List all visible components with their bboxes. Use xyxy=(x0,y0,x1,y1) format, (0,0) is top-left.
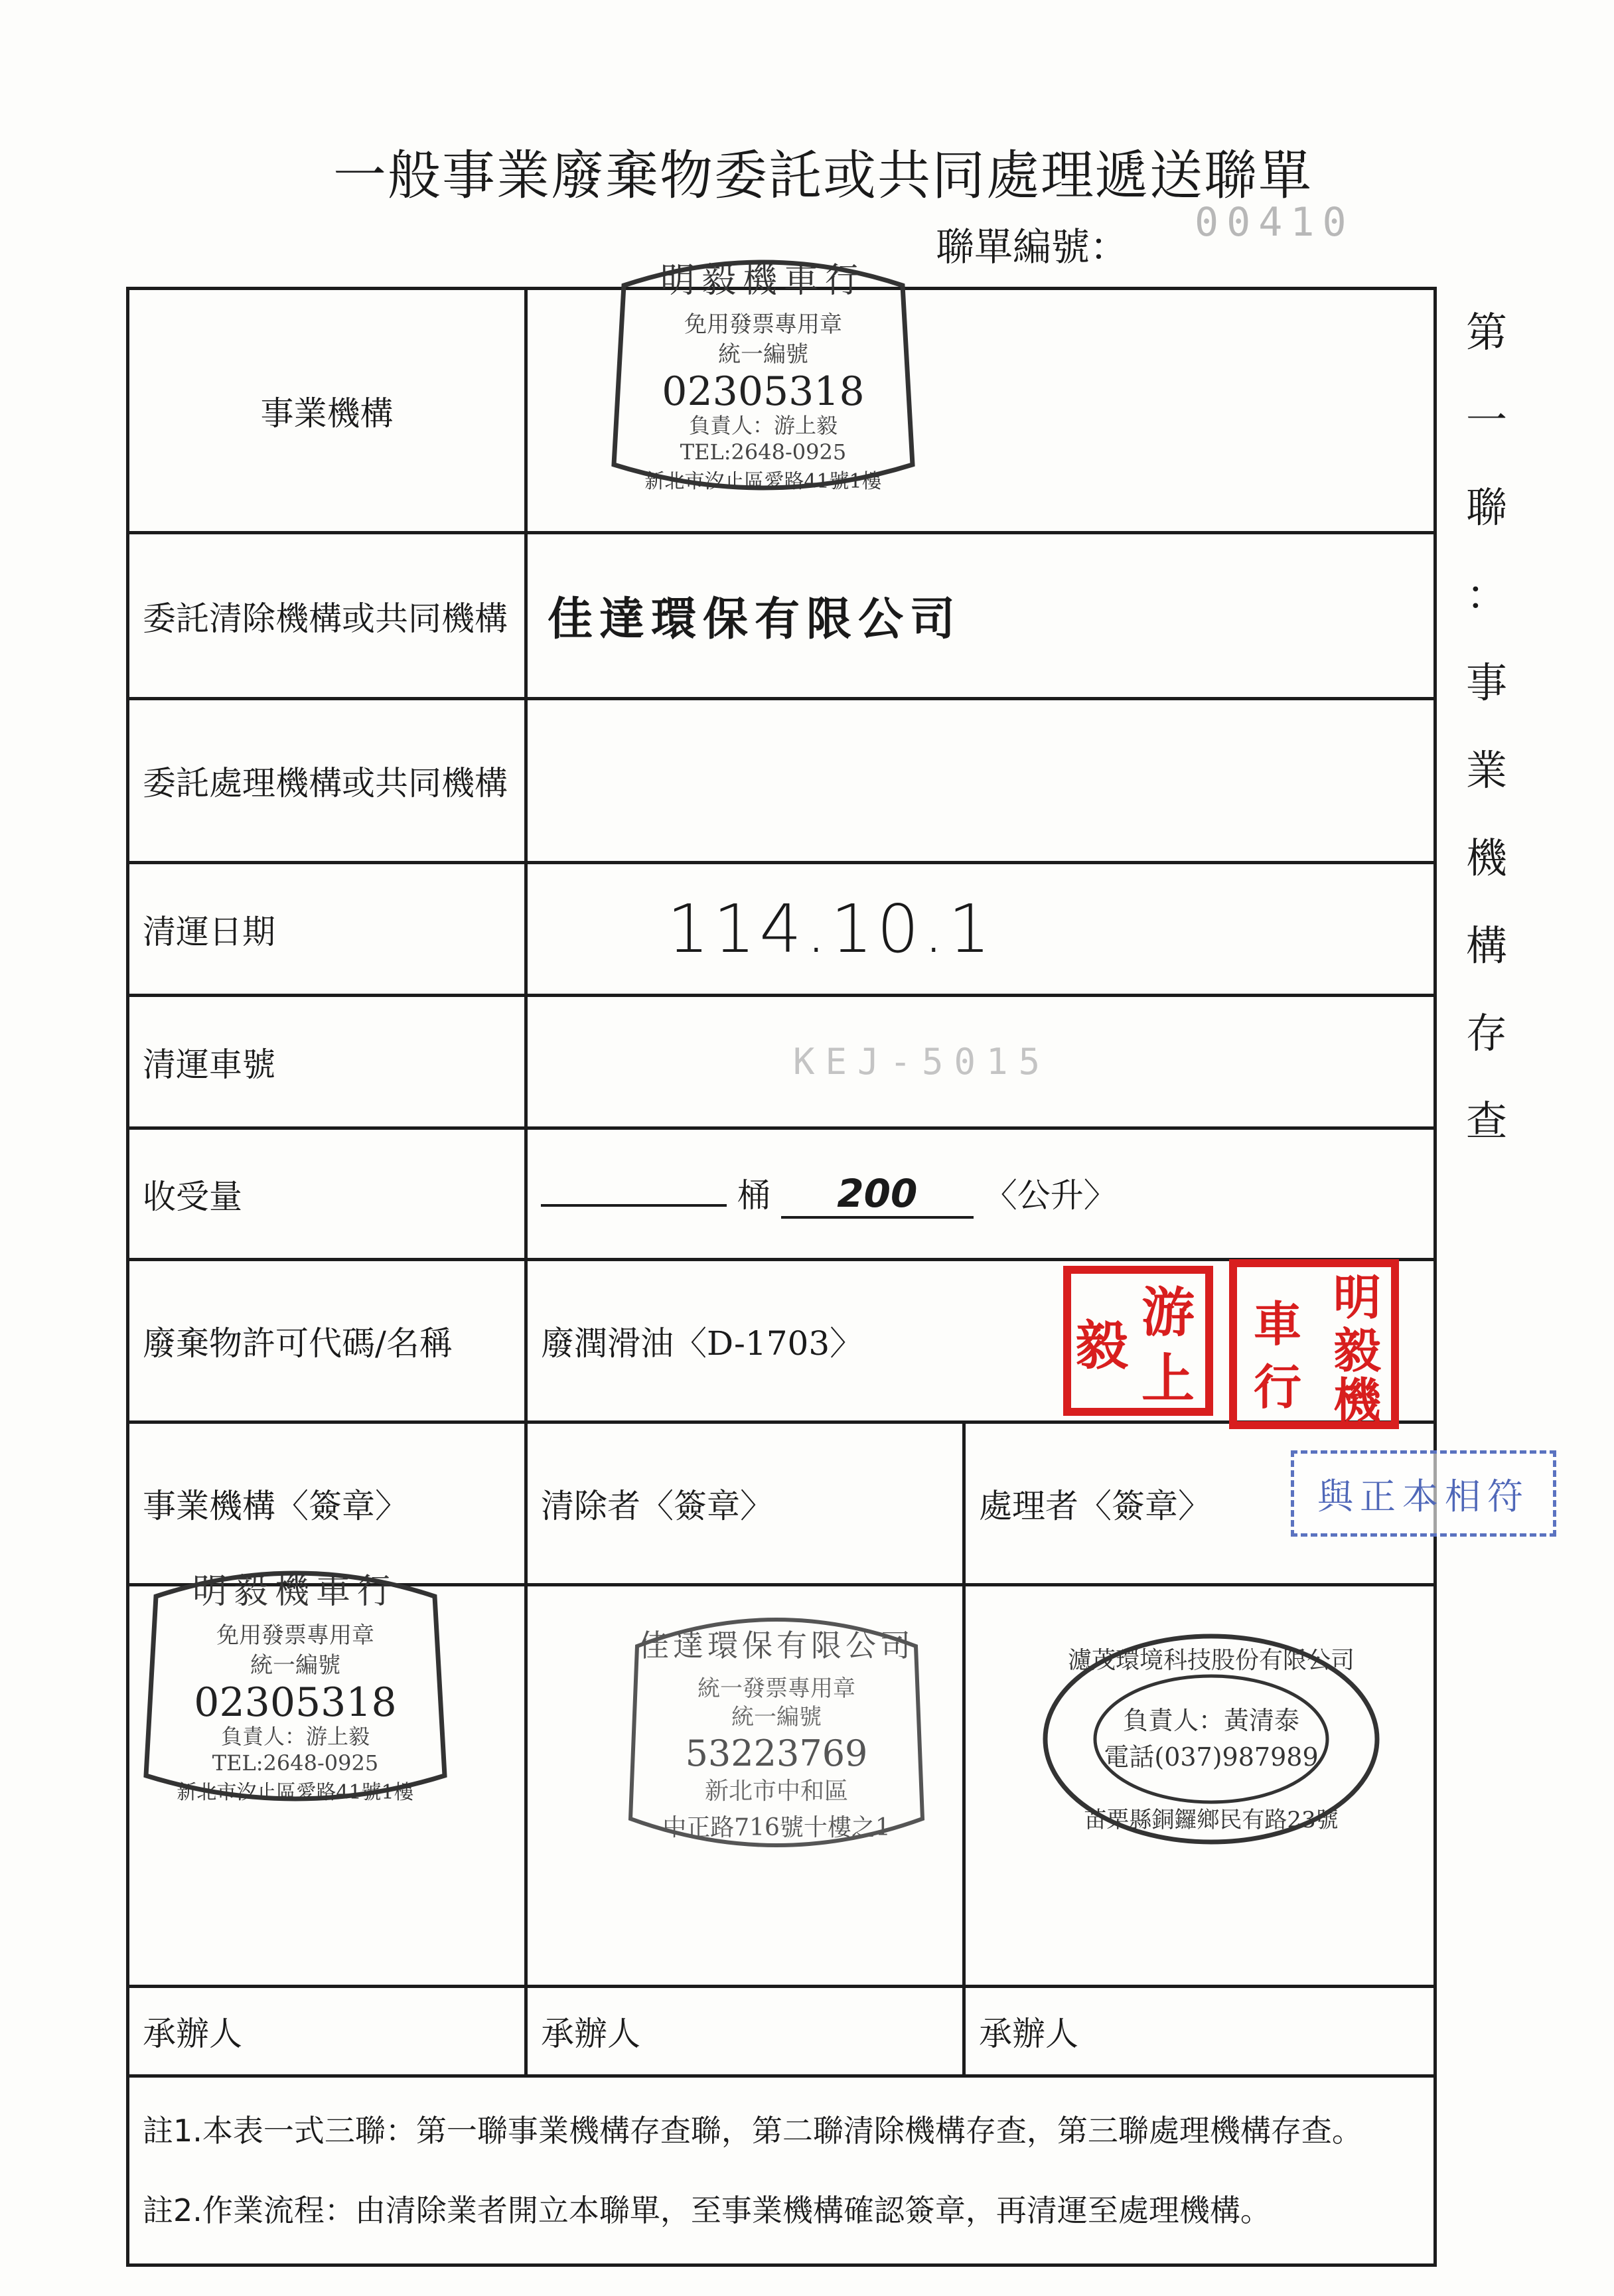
waste-code-label: 廢棄物許可代碼/名稱 xyxy=(143,1324,453,1363)
copy-designation xyxy=(1453,289,1520,1165)
stamp-top-person: 負責人：游上毅 xyxy=(688,413,838,438)
processor-stamp xyxy=(1039,1630,1384,1849)
cleaner-stamp-line2: 統一編號 xyxy=(731,1704,822,1730)
processor-stamp-tel: 電話(037)987989 xyxy=(1104,1742,1319,1772)
quantity-value-cell xyxy=(526,1128,1435,1260)
cleaner-sign-label-cell xyxy=(526,1422,964,1585)
processor-handler-label: 承辦人 xyxy=(979,2015,1078,2053)
notes-cell xyxy=(128,2076,1435,2265)
form-number-value: 00410 xyxy=(1195,199,1355,246)
waste-code-value: 廢潤滑油〈D-1703〉 xyxy=(541,1324,863,1363)
red-seal-char: 行 xyxy=(1253,1359,1302,1415)
quantity-label: 收受量 xyxy=(143,1177,242,1216)
side-char: ： xyxy=(1465,571,1507,619)
stamp-sign-taxid: 02305318 xyxy=(194,1679,397,1726)
clearing-org-label: 委託清除機構或共同機構 xyxy=(143,599,508,638)
clearing-org-label-cell xyxy=(128,533,526,699)
red-seal-char: 游 xyxy=(1141,1281,1195,1343)
processing-org-label: 委託處理機構或共同機構 xyxy=(143,764,508,803)
business-handler-cell xyxy=(128,1987,526,2076)
red-seal-person xyxy=(1062,1264,1214,1417)
red-seal-char: 上 xyxy=(1141,1347,1195,1410)
cleaner-handler-label: 承辦人 xyxy=(541,2015,640,2053)
side-char: 第 xyxy=(1465,308,1507,356)
side-char: 機 xyxy=(1465,834,1507,882)
stamp-sign-line2: 統一編號 xyxy=(250,1652,340,1679)
vehicle-value-cell xyxy=(526,996,1435,1128)
business-sign-label: 事業機構〈簽章〉 xyxy=(143,1487,408,1525)
liter-unit: 〈公升〉 xyxy=(984,1176,1117,1215)
red-seal-company-text xyxy=(1254,1269,1382,1428)
business-org-label-cell xyxy=(128,289,526,533)
business-org-stamp-sign xyxy=(129,1557,461,1815)
note-2: 註2.作業流程：由清除業者開立本聯單，至事業機構確認簽章，再清運至處理機構。 xyxy=(143,2192,1271,2228)
cleaner-handler-cell xyxy=(526,1987,964,2076)
side-char: 查 xyxy=(1465,1097,1507,1145)
cleaner-stamp-city: 新北市中和區 xyxy=(704,1778,849,1805)
processing-org-value-cell xyxy=(526,699,1435,863)
copy-certified-stamp: 與正本相符 xyxy=(1291,1450,1556,1537)
vehicle-value: KEJ-5015 xyxy=(793,1041,1051,1083)
side-char: 構 xyxy=(1465,921,1507,970)
stamp-sign-line1: 免用發票專用章 xyxy=(216,1622,374,1649)
stamp-sign-address: 新北市汐止區愛路41號1樓 xyxy=(177,1781,414,1804)
red-seal-char: 毅 xyxy=(1333,1322,1382,1379)
cleaner-stamp-line1: 統一發票專用章 xyxy=(697,1675,855,1702)
processor-sign-label: 處理者〈簽章〉 xyxy=(979,1487,1211,1525)
document-title: 一般事業廢棄物委託或共同處理遞送聯單 xyxy=(333,145,1313,206)
cleaner-stamp-address: 中正路716號十樓之1 xyxy=(662,1814,891,1841)
vehicle-label: 清運車號 xyxy=(143,1045,275,1084)
barrel-unit: 桶 xyxy=(737,1176,770,1215)
form-number-label: 聯單編號： xyxy=(936,224,1129,269)
quantity-value: 200 xyxy=(837,1171,918,1216)
stamp-top-name: 明毅機車行 xyxy=(660,261,867,301)
stamp-top-tel: TEL:2648-0925 xyxy=(680,439,847,465)
clearing-org-value: 佳達環保有限公司 xyxy=(548,593,962,646)
stamp-sign-name: 明毅機車行 xyxy=(192,1572,399,1612)
quantity-label-cell xyxy=(128,1128,526,1260)
processing-org-label-cell xyxy=(128,699,526,863)
processor-handler-cell xyxy=(964,1987,1435,2076)
date-label-cell xyxy=(128,863,526,996)
date-value: 114.10.1 xyxy=(667,890,995,968)
red-seal-char: 明 xyxy=(1333,1269,1382,1326)
side-char: 存 xyxy=(1465,1009,1507,1057)
stamp-sign-person: 負責人：游上毅 xyxy=(220,1724,370,1749)
cleaner-stamp-taxid: 53223769 xyxy=(685,1732,868,1774)
stamp-top-line1: 免用發票專用章 xyxy=(684,311,842,338)
barrel-count-blank xyxy=(541,1184,727,1207)
red-seal-char: 車 xyxy=(1253,1296,1302,1352)
side-char: 業 xyxy=(1465,746,1507,795)
stamp-top-line2: 統一編號 xyxy=(718,341,808,368)
cleaner-stamp xyxy=(617,1606,936,1859)
red-seal-char: 毅 xyxy=(1075,1314,1128,1377)
red-seal-person-text xyxy=(1075,1281,1195,1410)
stamp-top-address: 新北市汐止區愛路41號1樓 xyxy=(644,470,882,493)
red-seal-company xyxy=(1228,1258,1400,1430)
date-value-cell xyxy=(526,863,1435,996)
processor-stamp-name: 濾茂環境科技股份有限公司 xyxy=(1067,1647,1355,1674)
processor-stamp-address: 苗栗縣銅鑼鄉民有路23號 xyxy=(1084,1807,1339,1833)
cleaner-sign-label: 清除者〈簽章〉 xyxy=(541,1487,773,1525)
stamp-sign-tel: TEL:2648-0925 xyxy=(212,1750,379,1776)
processor-stamp-person: 負責人：黃清泰 xyxy=(1122,1706,1300,1735)
side-char: 一 xyxy=(1465,396,1507,444)
business-org-stamp-top xyxy=(597,246,929,504)
note-1: 註1.本表一式三聯：第一聯事業機構存查聯，第二聯清除機構存查，第三聯處理機構存查。 xyxy=(143,2113,1362,2149)
cleaner-stamp-name: 佳達環保有限公司 xyxy=(638,1628,915,1663)
business-handler-label: 承辦人 xyxy=(143,2015,242,2053)
vehicle-label-cell xyxy=(128,996,526,1128)
clearing-org-value-cell xyxy=(526,533,1435,699)
stamp-top-taxid: 02305318 xyxy=(662,368,865,415)
waste-code-label-cell xyxy=(128,1260,526,1422)
business-org-label: 事業機構 xyxy=(260,394,394,433)
side-char: 事 xyxy=(1465,658,1507,707)
red-seal-char: 機 xyxy=(1333,1372,1382,1428)
side-char: 聯 xyxy=(1465,483,1507,532)
date-label: 清運日期 xyxy=(143,912,275,951)
